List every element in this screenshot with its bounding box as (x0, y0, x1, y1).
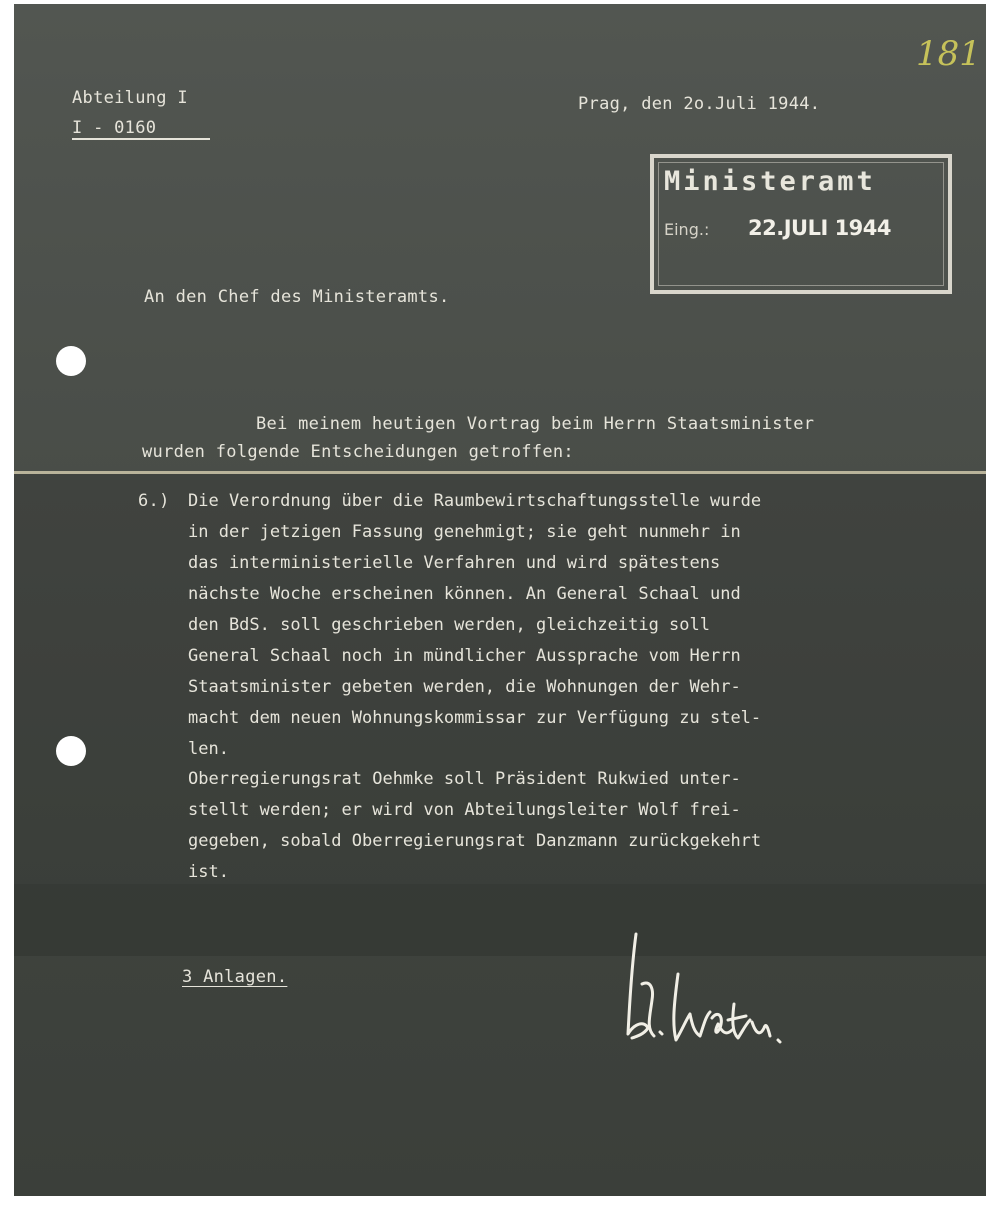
item-line: len. (188, 739, 229, 759)
item-line: Die Verordnung über die Raumbewirtschaftungsstelle wurde (188, 491, 762, 511)
handwritten-signature (614, 924, 804, 1064)
item-number: 6.) (138, 491, 170, 511)
department-label: Abteilung I (72, 88, 188, 108)
intro-line: wurden folgende Entscheidungen getroffen: (142, 442, 574, 462)
bleed-through-strip (14, 884, 986, 956)
reference-number: I - 0160 (72, 118, 157, 138)
item-line: General Schaal noch in mündlicher Aussprache vom Herrn (188, 646, 741, 666)
document-page (14, 4, 986, 1196)
item-line: Staatsminister gebeten werden, die Wohnungen der Wehr- (188, 677, 741, 697)
item-line: Oberregierungsrat Oehmke soll Präsident Rukwied unter- (188, 769, 741, 789)
recipient-line: An den Chef des Ministeramts. (144, 287, 450, 307)
stamp-received-date: 22.JULI 1944 (748, 216, 892, 240)
item-line: nächste Woche erscheinen können. An General Schaal und (188, 584, 741, 604)
item-line: stellt werden; er wird von Abteilungsleiter Wolf frei- (188, 800, 741, 820)
place-date: Prag, den 2o.Juli 1944. (578, 94, 821, 114)
reference-underline (72, 138, 210, 140)
item-line: das interministerielle Verfahren und wird spätestens (188, 553, 721, 573)
intro-line: Bei meinem heutigen Vortrag beim Herrn Staatsminister (256, 414, 815, 434)
punch-hole (56, 736, 86, 766)
stamp-received-label: Eing.: (664, 220, 710, 239)
stamp-title: Ministeramt (664, 166, 876, 197)
punch-hole (56, 346, 86, 376)
item-line: ist. (188, 862, 229, 882)
item-line: macht dem neuen Wohnungskommissar zur Verfügung zu stel- (188, 708, 762, 728)
received-stamp (650, 154, 952, 294)
fold-line (14, 471, 986, 474)
item-line: gegeben, sobald Oberregierungsrat Danzmann zurückgekehrt (188, 831, 762, 851)
item-line: den BdS. soll geschrieben werden, gleichzeitig soll (188, 615, 710, 635)
folio-number: 181 (916, 34, 981, 74)
enclosures-note: 3 Anlagen. (182, 967, 288, 987)
item-line: in der jetzigen Fassung genehmigt; sie geht nunmehr in (188, 522, 741, 542)
